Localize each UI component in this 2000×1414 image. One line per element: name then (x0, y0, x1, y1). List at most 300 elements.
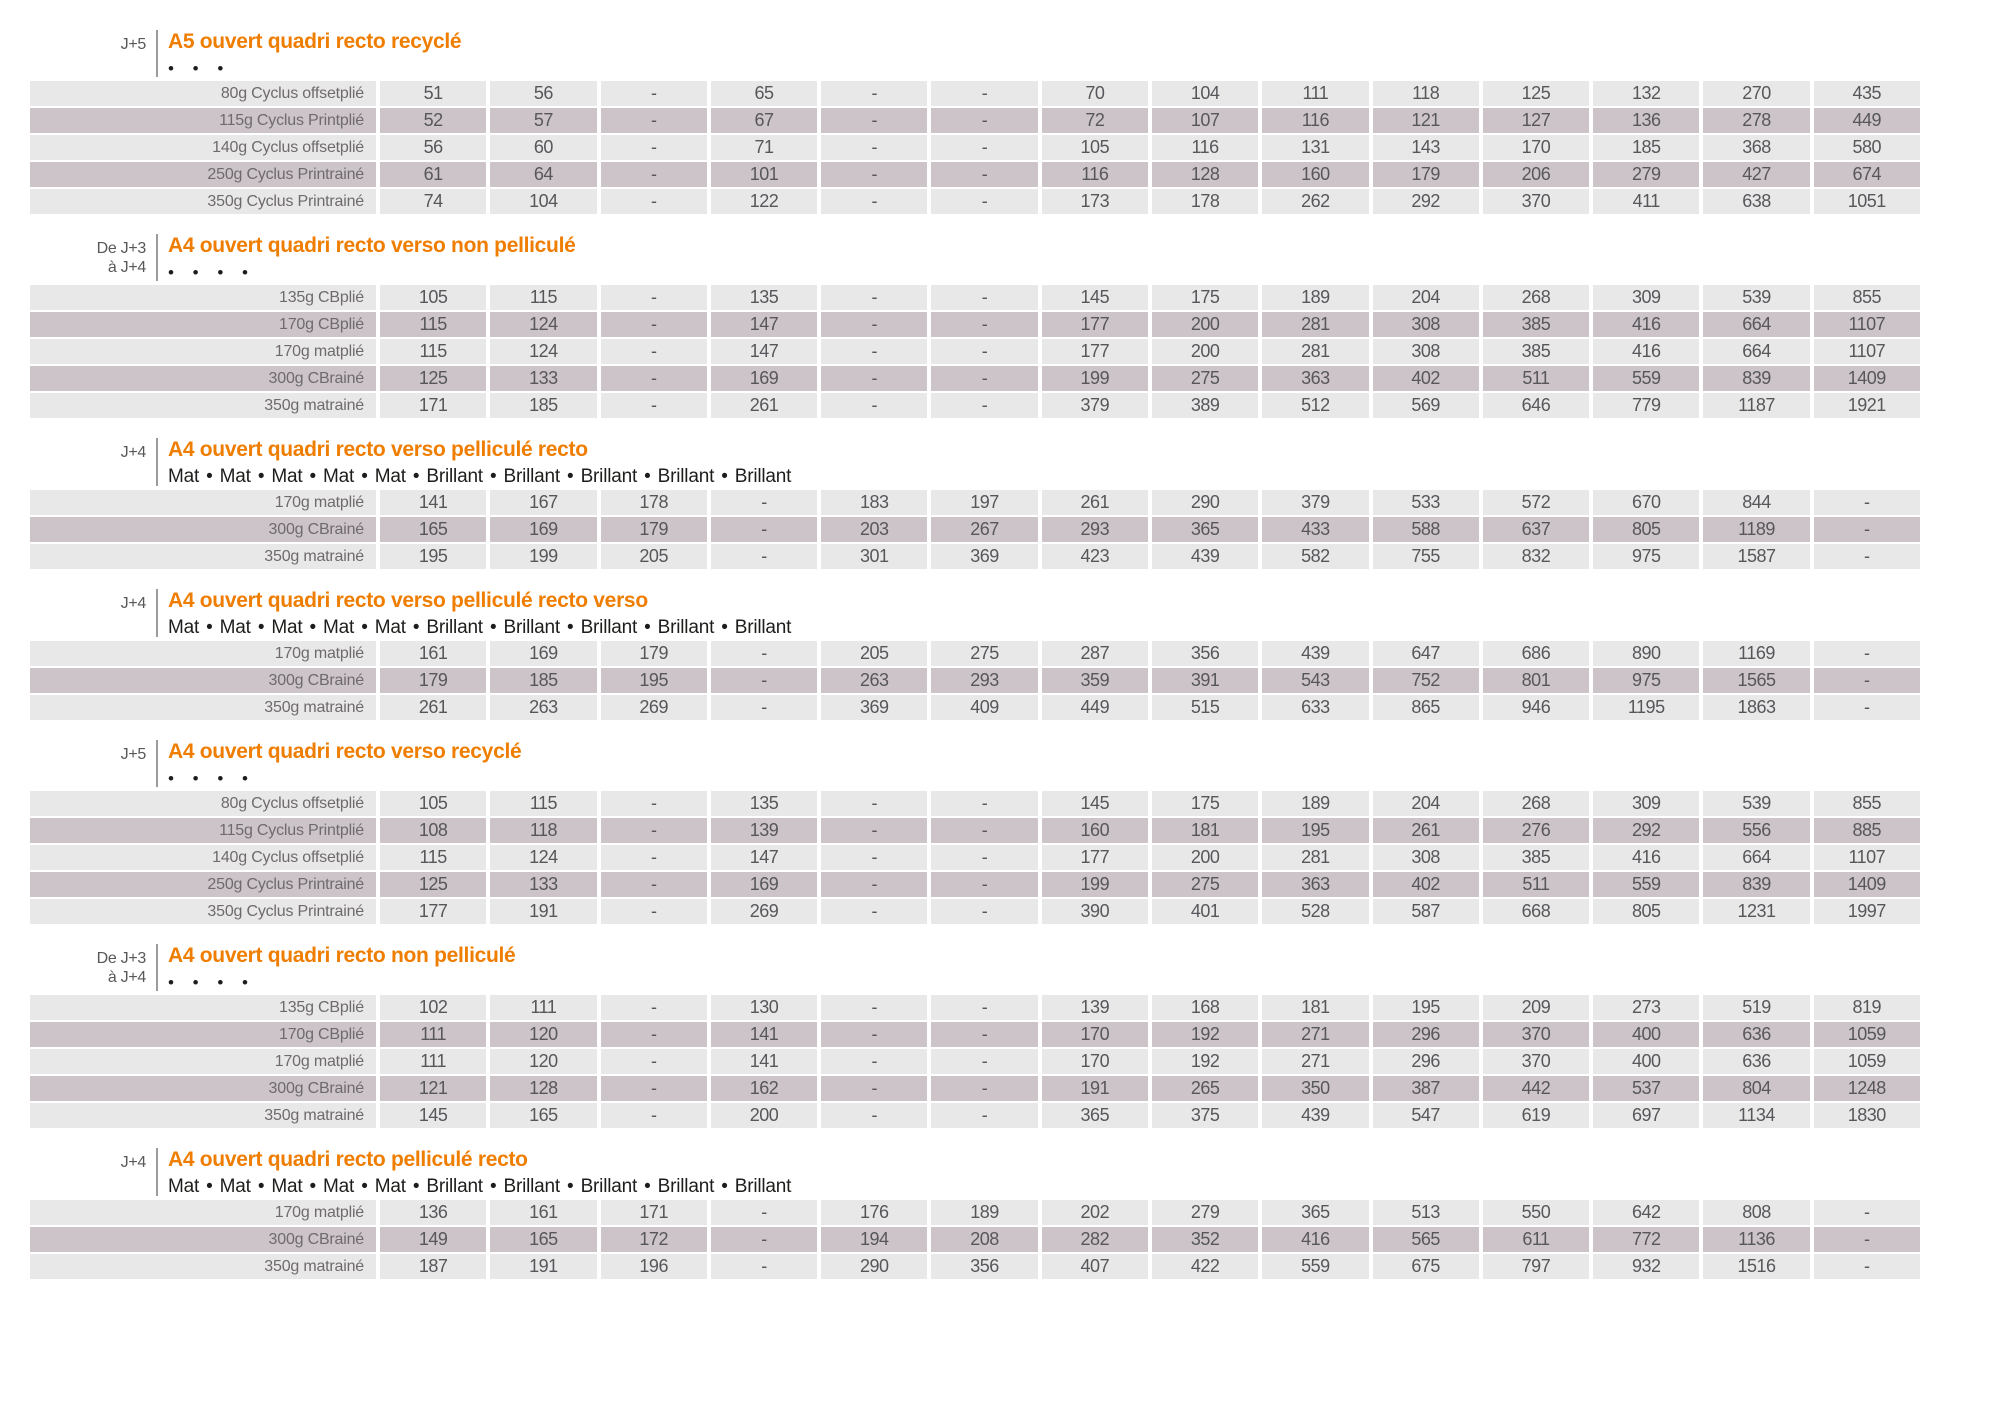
section-head (30, 438, 1920, 486)
price-cell: 539 (1703, 285, 1809, 310)
row-label: 300g CBrainé (30, 1076, 376, 1101)
price-cell: - (601, 1022, 707, 1047)
price-cell: 1059 (1814, 1022, 1920, 1047)
price-cell: 171 (601, 1200, 707, 1225)
section-dots: • • • • (168, 973, 248, 993)
price-cell: 365 (1042, 1103, 1148, 1128)
price-cell: 265 (1152, 1076, 1258, 1101)
price-cell: 890 (1593, 641, 1699, 666)
price-cell: 104 (490, 189, 596, 214)
row-label: 170g CBplié (30, 1022, 376, 1047)
price-cell: - (711, 544, 817, 569)
price-cell: 832 (1483, 544, 1589, 569)
price-cell: 51 (380, 81, 486, 106)
price-cell: 116 (1042, 162, 1148, 187)
price-cell: 124 (490, 845, 596, 870)
price-cell: 120 (490, 1022, 596, 1047)
price-cell: 569 (1373, 393, 1479, 418)
row-label: 350g matrainé (30, 393, 376, 418)
price-cell: 363 (1262, 872, 1368, 897)
price-cell: 439 (1262, 1103, 1368, 1128)
price-cell: 805 (1593, 899, 1699, 924)
price-cell: 131 (1262, 135, 1368, 160)
section-head-text (158, 30, 461, 77)
price-cell: - (931, 995, 1037, 1020)
lead-time-line: à J+4 (107, 969, 146, 987)
price-cell: - (711, 1227, 817, 1252)
price-cell: 65 (711, 81, 817, 106)
price-cell: 407 (1042, 1254, 1148, 1279)
price-cell: 170 (1042, 1049, 1148, 1074)
price-cell: 637 (1483, 517, 1589, 542)
price-cell: 309 (1593, 285, 1699, 310)
price-cell: - (601, 995, 707, 1020)
price-cell: 267 (931, 517, 1037, 542)
price-cell: 550 (1483, 1200, 1589, 1225)
price-cell: 389 (1152, 393, 1258, 418)
section-subtitle: Mat • Mat • Mat • Mat • Mat • Brillant • Brillant • Brillant • Brillant • Brillant (168, 1176, 792, 1198)
price-cell: 116 (1152, 135, 1258, 160)
price-cell: 636 (1703, 1022, 1809, 1047)
section-subtitle: Mat • Mat • Mat • Mat • Mat • Brillant • Brillant • Brillant • Brillant • Brillant (168, 466, 792, 488)
price-cell: 67 (711, 108, 817, 133)
section-dots: • • • • (168, 769, 248, 789)
price-cell: 587 (1373, 899, 1479, 924)
price-cell: - (931, 366, 1037, 391)
price-cell: 189 (931, 1200, 1037, 1225)
price-cell: 537 (1593, 1076, 1699, 1101)
price-cell: 281 (1262, 312, 1368, 337)
price-cell: 268 (1483, 285, 1589, 310)
price-cell: 121 (380, 1076, 486, 1101)
price-cell: - (931, 1076, 1037, 1101)
price-cell: - (711, 517, 817, 542)
price-section (30, 438, 1920, 569)
price-cell: 199 (1042, 872, 1148, 897)
price-cell: 387 (1373, 1076, 1479, 1101)
price-cell: - (931, 108, 1037, 133)
table-row (30, 544, 1920, 569)
price-cell: 292 (1373, 189, 1479, 214)
price-cell: 133 (490, 366, 596, 391)
section-head (30, 740, 1920, 787)
price-cell: 178 (1152, 189, 1258, 214)
price-cell: - (931, 339, 1037, 364)
price-cell: 664 (1703, 339, 1809, 364)
price-cell: - (601, 339, 707, 364)
price-cell: 401 (1152, 899, 1258, 924)
price-cell: 1107 (1814, 312, 1920, 337)
price-cell: 642 (1593, 1200, 1699, 1225)
price-cell: - (931, 818, 1037, 843)
price-cell: 638 (1703, 189, 1809, 214)
price-cell: 105 (1042, 135, 1148, 160)
price-cell: 56 (490, 81, 596, 106)
price-cell: - (711, 490, 817, 515)
price-cell: 511 (1483, 366, 1589, 391)
price-cell: 385 (1483, 312, 1589, 337)
price-cell: 195 (1373, 995, 1479, 1020)
row-label: 140g Cyclus offsetplié (30, 845, 376, 870)
price-section (30, 589, 1920, 720)
price-cell: 402 (1373, 872, 1479, 897)
price-cell: 115 (380, 312, 486, 337)
price-cell: - (931, 872, 1037, 897)
price-cell: 120 (490, 1049, 596, 1074)
price-cell: 204 (1373, 285, 1479, 310)
price-cell: 101 (711, 162, 817, 187)
price-cell: 189 (1262, 285, 1368, 310)
price-cell: - (821, 1049, 927, 1074)
section-head (30, 1148, 1920, 1196)
price-cell: 370 (1483, 1022, 1589, 1047)
price-cell: 205 (821, 641, 927, 666)
price-cell: 185 (1593, 135, 1699, 160)
row-label: 300g CBrainé (30, 1227, 376, 1252)
row-label: 80g Cyclus offsetplié (30, 81, 376, 106)
price-cell: - (601, 393, 707, 418)
price-cell: 543 (1262, 668, 1368, 693)
price-cell: 208 (931, 1227, 1037, 1252)
price-cell: 191 (490, 899, 596, 924)
section-head-text (158, 438, 791, 486)
price-cell: 350 (1262, 1076, 1368, 1101)
price-cell: 559 (1593, 872, 1699, 897)
price-cell: 160 (1042, 818, 1148, 843)
price-cell: 128 (1152, 162, 1258, 187)
price-cell: 261 (380, 695, 486, 720)
table-row (30, 791, 1920, 816)
price-cell: 176 (821, 1200, 927, 1225)
price-cell: 400 (1593, 1049, 1699, 1074)
price-cell: 572 (1483, 490, 1589, 515)
row-label: 350g Cyclus Printrainé (30, 189, 376, 214)
price-cell: 200 (1152, 339, 1258, 364)
price-cell: 409 (931, 695, 1037, 720)
price-cell: 1107 (1814, 845, 1920, 870)
price-cell: 844 (1703, 490, 1809, 515)
price-cell: 1187 (1703, 393, 1809, 418)
price-cell: 169 (490, 641, 596, 666)
price-cell: 104 (1152, 81, 1258, 106)
price-cell: 281 (1262, 339, 1368, 364)
price-cell: 855 (1814, 285, 1920, 310)
price-cell: - (821, 899, 927, 924)
price-cell: 1516 (1703, 1254, 1809, 1279)
price-cell: 72 (1042, 108, 1148, 133)
price-cell: 165 (490, 1103, 596, 1128)
table-row (30, 490, 1920, 515)
table-row (30, 189, 1920, 214)
price-cell: 187 (380, 1254, 486, 1279)
row-label: 300g CBrainé (30, 517, 376, 542)
price-cell: 275 (931, 641, 1037, 666)
price-cell: 161 (380, 641, 486, 666)
price-cell: 400 (1593, 1022, 1699, 1047)
price-cell: 369 (931, 544, 1037, 569)
price-cell: 125 (1483, 81, 1589, 106)
price-cell: - (821, 393, 927, 418)
price-cell: 752 (1373, 668, 1479, 693)
price-cell: 145 (380, 1103, 486, 1128)
price-cell: 1051 (1814, 189, 1920, 214)
row-label: 350g Cyclus Printrainé (30, 899, 376, 924)
price-cell: 105 (380, 791, 486, 816)
lead-time-line: J+5 (120, 746, 146, 764)
price-cell: - (1814, 544, 1920, 569)
section-title: A4 ouvert quadri recto verso non pelliculé (168, 234, 576, 258)
price-cell: 511 (1483, 872, 1589, 897)
row-label: 170g CBplié (30, 312, 376, 337)
price-cell: 1997 (1814, 899, 1920, 924)
price-cell: 111 (380, 1049, 486, 1074)
price-cell: 293 (931, 668, 1037, 693)
price-cell: 170 (1483, 135, 1589, 160)
price-cell: - (601, 366, 707, 391)
lead-time-line: à J+4 (107, 258, 146, 276)
row-label: 350g matrainé (30, 1254, 376, 1279)
price-cell: 1134 (1703, 1103, 1809, 1128)
price-cell: 195 (380, 544, 486, 569)
price-cell: 416 (1593, 312, 1699, 337)
price-cell: 365 (1152, 517, 1258, 542)
price-cell: 194 (821, 1227, 927, 1252)
price-cell: - (931, 1049, 1037, 1074)
price-cell: 1136 (1703, 1227, 1809, 1252)
price-cell: 276 (1483, 818, 1589, 843)
price-cell: 57 (490, 108, 596, 133)
price-cell: 309 (1593, 791, 1699, 816)
price-cell: 433 (1262, 517, 1368, 542)
price-cell: 368 (1703, 135, 1809, 160)
price-cell: 170 (1042, 1022, 1148, 1047)
price-section (30, 944, 1920, 1128)
price-cell: 365 (1262, 1200, 1368, 1225)
price-cell: 70 (1042, 81, 1148, 106)
section-head-text (158, 1148, 791, 1196)
price-cell: 423 (1042, 544, 1148, 569)
price-cell: - (1814, 517, 1920, 542)
price-cell: 819 (1814, 995, 1920, 1020)
price-cell: 111 (490, 995, 596, 1020)
table-row (30, 1049, 1920, 1074)
table-row (30, 1103, 1920, 1128)
price-cell: 115 (490, 791, 596, 816)
price-cell: 385 (1483, 845, 1589, 870)
price-cell: 296 (1373, 1022, 1479, 1047)
row-label: 300g CBrainé (30, 366, 376, 391)
price-cell: 147 (711, 845, 817, 870)
price-cell: 664 (1703, 312, 1809, 337)
price-cell: 416 (1593, 845, 1699, 870)
price-cell: - (821, 791, 927, 816)
price-cell: 127 (1483, 108, 1589, 133)
price-cell: 633 (1262, 695, 1368, 720)
row-label: 80g Cyclus offsetplié (30, 791, 376, 816)
table-row (30, 135, 1920, 160)
section-head-text (158, 944, 515, 991)
price-cell: - (601, 81, 707, 106)
price-cell: - (601, 162, 707, 187)
price-cell: - (711, 1254, 817, 1279)
price-cell: 279 (1152, 1200, 1258, 1225)
row-label: 250g Cyclus Printrainé (30, 872, 376, 897)
price-cell: - (931, 791, 1037, 816)
price-table (30, 81, 1920, 214)
price-cell: 356 (931, 1254, 1037, 1279)
price-cell: 547 (1373, 1103, 1479, 1128)
price-cell: 179 (601, 641, 707, 666)
price-table (30, 791, 1920, 924)
price-cell: - (1814, 641, 1920, 666)
price-cell: - (931, 393, 1037, 418)
table-row (30, 845, 1920, 870)
price-cell: 178 (601, 490, 707, 515)
price-cell: 179 (380, 668, 486, 693)
price-cell: 185 (490, 393, 596, 418)
price-cell: - (821, 135, 927, 160)
price-cell: 1863 (1703, 695, 1809, 720)
price-cell: 52 (380, 108, 486, 133)
price-cell: 162 (711, 1076, 817, 1101)
lead-time-line: J+4 (120, 595, 146, 613)
price-cell: 195 (1262, 818, 1368, 843)
price-cell: 275 (1152, 366, 1258, 391)
lead-time-line: J+5 (120, 36, 146, 53)
price-cell: 636 (1703, 1049, 1809, 1074)
price-cell: 439 (1262, 641, 1368, 666)
price-cell: 179 (1373, 162, 1479, 187)
price-cell: 779 (1593, 393, 1699, 418)
price-cell: 755 (1373, 544, 1479, 569)
section-title: A5 ouvert quadri recto recyclé (168, 30, 462, 53)
price-cell: 122 (711, 189, 817, 214)
price-cell: - (931, 189, 1037, 214)
price-cell: 370 (1483, 189, 1589, 214)
price-cell: 528 (1262, 899, 1368, 924)
price-cell: - (601, 1049, 707, 1074)
price-table (30, 1200, 1920, 1279)
price-cell: 1409 (1814, 872, 1920, 897)
price-cell: - (821, 339, 927, 364)
price-cell: - (821, 1103, 927, 1128)
price-cell: 168 (1152, 995, 1258, 1020)
price-cell: 60 (490, 135, 596, 160)
row-label: 170g matplié (30, 339, 376, 364)
table-row (30, 668, 1920, 693)
price-cell: 199 (1042, 366, 1148, 391)
price-cell: 1195 (1593, 695, 1699, 720)
price-cell: 1248 (1814, 1076, 1920, 1101)
lead-time-line: De J+3 (96, 950, 146, 968)
price-cell: 269 (711, 899, 817, 924)
price-cell: 582 (1262, 544, 1368, 569)
section-subtitle: Mat • Mat • Mat • Mat • Mat • Brillant • Brillant • Brillant • Brillant • Brillant (168, 617, 792, 639)
price-cell: - (931, 285, 1037, 310)
section-dots: • • • (168, 59, 224, 79)
table-row (30, 393, 1920, 418)
price-section (30, 740, 1920, 924)
price-cell: 296 (1373, 1049, 1479, 1074)
price-cell: - (601, 845, 707, 870)
price-cell: 169 (711, 872, 817, 897)
price-cell: 513 (1373, 1200, 1479, 1225)
price-cell: 839 (1703, 366, 1809, 391)
price-cell: 369 (821, 695, 927, 720)
price-cell: 411 (1593, 189, 1699, 214)
price-cell: - (821, 818, 927, 843)
price-cell: 261 (1373, 818, 1479, 843)
price-cell: 71 (711, 135, 817, 160)
price-cell: 181 (1152, 818, 1258, 843)
price-cell: - (1814, 1200, 1920, 1225)
price-cell: 141 (380, 490, 486, 515)
row-label: 115g Cyclus Printplié (30, 108, 376, 133)
section-title: A4 ouvert quadri recto verso pelliculé recto (168, 438, 588, 462)
lead-time-label (30, 944, 156, 991)
price-cell: 439 (1152, 544, 1258, 569)
price-cell: - (931, 81, 1037, 106)
table-row (30, 108, 1920, 133)
row-label: 250g Cyclus Printrainé (30, 162, 376, 187)
price-cell: 390 (1042, 899, 1148, 924)
price-cell: 588 (1373, 517, 1479, 542)
price-cell: 191 (490, 1254, 596, 1279)
section-head (30, 30, 1920, 77)
price-cell: 105 (380, 285, 486, 310)
price-cell: 175 (1152, 791, 1258, 816)
price-cell: 772 (1593, 1227, 1699, 1252)
section-title: A4 ouvert quadri recto verso pelliculé recto verso (168, 589, 648, 613)
price-cell: 270 (1703, 81, 1809, 106)
price-cell: 279 (1593, 162, 1699, 187)
price-cell: 281 (1262, 845, 1368, 870)
price-cell: - (931, 1103, 1037, 1128)
price-cell: - (821, 312, 927, 337)
price-cell: 102 (380, 995, 486, 1020)
price-cell: - (1814, 490, 1920, 515)
price-cell: 132 (1593, 81, 1699, 106)
price-cell: 273 (1593, 995, 1699, 1020)
price-cell: 268 (1483, 791, 1589, 816)
price-cell: 275 (1152, 872, 1258, 897)
price-cell: 449 (1814, 108, 1920, 133)
price-cell: 145 (1042, 285, 1148, 310)
price-cell: 556 (1703, 818, 1809, 843)
row-label: 300g CBrainé (30, 668, 376, 693)
price-cell: - (821, 366, 927, 391)
price-cell: 370 (1483, 1049, 1589, 1074)
price-cell: 1169 (1703, 641, 1809, 666)
price-cell: 697 (1593, 1103, 1699, 1128)
price-cell: 1231 (1703, 899, 1809, 924)
lead-time-label (30, 1148, 156, 1196)
price-cell: 205 (601, 544, 707, 569)
price-section (30, 30, 1920, 214)
table-row (30, 1076, 1920, 1101)
table-row (30, 162, 1920, 187)
price-section (30, 1148, 1920, 1279)
price-cell: 442 (1483, 1076, 1589, 1101)
price-cell: 674 (1814, 162, 1920, 187)
price-cell: 200 (1152, 312, 1258, 337)
price-cell: 646 (1483, 393, 1589, 418)
row-label: 140g Cyclus offsetplié (30, 135, 376, 160)
price-cell: 115 (380, 339, 486, 364)
price-cell: 125 (380, 366, 486, 391)
price-cell: 165 (380, 517, 486, 542)
price-cell: 167 (490, 490, 596, 515)
